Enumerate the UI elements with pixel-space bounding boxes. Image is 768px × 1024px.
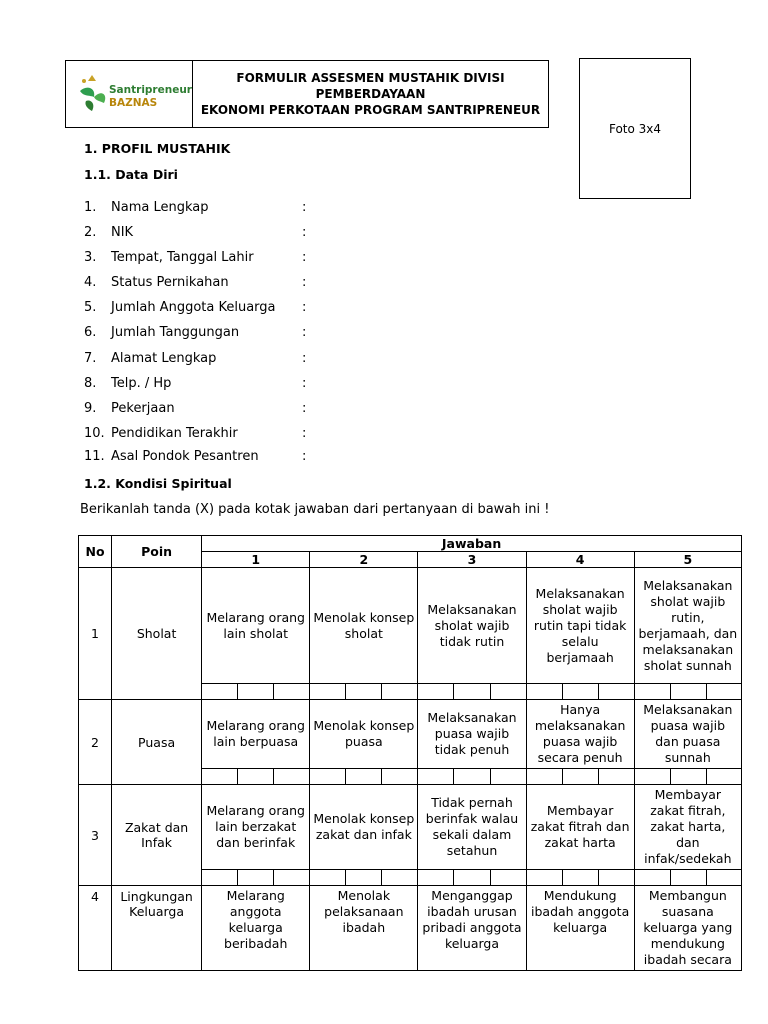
santripreneur-logo-icon bbox=[72, 71, 112, 115]
check-box[interactable] bbox=[454, 684, 490, 700]
check-box[interactable] bbox=[598, 684, 634, 700]
check-box[interactable] bbox=[346, 684, 382, 700]
check-box[interactable] bbox=[310, 684, 346, 700]
field-colon: : bbox=[302, 325, 307, 340]
logo-sub: BAZNAS bbox=[109, 97, 158, 109]
field-label: Pendidikan Terakhir bbox=[111, 426, 238, 441]
check-box[interactable] bbox=[562, 684, 598, 700]
field-colon: : bbox=[302, 351, 307, 366]
row-poin: Sholat bbox=[112, 568, 202, 700]
check-box[interactable] bbox=[202, 684, 238, 700]
field-colon: : bbox=[302, 250, 307, 265]
score-header: 3 bbox=[418, 552, 526, 568]
photo-box bbox=[579, 58, 691, 199]
row-number: 3 bbox=[79, 785, 112, 886]
check-box[interactable] bbox=[310, 870, 346, 886]
field-colon: : bbox=[302, 401, 307, 416]
check-box[interactable] bbox=[418, 769, 454, 785]
field-colon: : bbox=[302, 200, 307, 215]
check-box[interactable] bbox=[706, 684, 741, 700]
check-box[interactable] bbox=[490, 684, 526, 700]
col-header-poin: Poin bbox=[112, 536, 202, 568]
answer-option: Menolak konsep puasa bbox=[310, 700, 418, 769]
form-title-line1: FORMULIR ASSESMEN MUSTAHIK DIVISI PEMBERDAYAAN bbox=[236, 71, 505, 101]
field-colon: : bbox=[302, 275, 307, 290]
answer-option: Melarang orang lain berpuasa bbox=[202, 700, 310, 769]
answer-option: Membayar zakat fitrah dan zakat harta bbox=[526, 785, 634, 870]
field-number: 3. bbox=[84, 250, 97, 265]
field-number: 6. bbox=[84, 325, 97, 340]
field-label: NIK bbox=[111, 225, 134, 240]
field-number: 2. bbox=[84, 225, 97, 240]
row-number: 4 bbox=[79, 886, 112, 971]
check-box[interactable] bbox=[454, 769, 490, 785]
section-profil-title: 1. PROFIL MUSTAHIK bbox=[84, 141, 231, 156]
check-box[interactable] bbox=[238, 870, 274, 886]
form-header bbox=[65, 60, 549, 128]
check-box[interactable] bbox=[418, 684, 454, 700]
check-box[interactable] bbox=[526, 684, 562, 700]
field-number: 1. bbox=[84, 200, 97, 215]
check-box[interactable] bbox=[598, 870, 634, 886]
field-label: Jumlah Anggota Keluarga bbox=[111, 300, 276, 315]
check-box[interactable] bbox=[706, 769, 741, 785]
check-box[interactable] bbox=[598, 769, 634, 785]
instruction-text: Berikanlah tanda (X) pada kotak jawaban dari pertanyaan di bawah ini ! bbox=[80, 502, 550, 517]
check-box[interactable] bbox=[238, 769, 274, 785]
answer-option: Menolak konsep zakat dan infak bbox=[310, 785, 418, 870]
field-label: Nama Lengkap bbox=[111, 200, 209, 215]
check-box[interactable] bbox=[670, 684, 706, 700]
check-box[interactable] bbox=[526, 769, 562, 785]
check-box[interactable] bbox=[634, 684, 670, 700]
field-label: Asal Pondok Pesantren bbox=[111, 449, 259, 464]
answer-option: Membangun suasana keluarga yang mendukung ibadah secara bbox=[634, 886, 741, 971]
check-box[interactable] bbox=[274, 684, 310, 700]
answer-option: Hanya melaksanakan puasa wajib secara penuh bbox=[526, 700, 634, 769]
answer-option: Melaksanakan sholat wajib tidak rutin bbox=[418, 568, 526, 684]
field-colon: : bbox=[302, 300, 307, 315]
answer-option: Mendukung ibadah anggota keluarga bbox=[526, 886, 634, 971]
field-number: 4. bbox=[84, 275, 97, 290]
answer-option: Menolak konsep sholat bbox=[310, 568, 418, 684]
check-box[interactable] bbox=[202, 769, 238, 785]
row-poin: Puasa bbox=[112, 700, 202, 785]
field-label: Status Pernikahan bbox=[111, 275, 229, 290]
field-label: Pekerjaan bbox=[111, 401, 175, 416]
score-header: 1 bbox=[202, 552, 310, 568]
check-box[interactable] bbox=[670, 870, 706, 886]
answer-option: Melaksanakan sholat wajib rutin, berjamaah, dan melaksanakan sholat sunnah bbox=[634, 568, 741, 684]
field-number: 10. bbox=[84, 426, 105, 441]
score-header: 5 bbox=[634, 552, 741, 568]
table-row bbox=[79, 568, 742, 684]
field-label: Alamat Lengkap bbox=[111, 351, 217, 366]
check-box[interactable] bbox=[562, 870, 598, 886]
check-box[interactable] bbox=[202, 870, 238, 886]
row-poin: Lingkungan Keluarga bbox=[112, 886, 202, 971]
check-box[interactable] bbox=[274, 870, 310, 886]
field-number: 5. bbox=[84, 300, 97, 315]
field-colon: : bbox=[302, 449, 307, 464]
check-box[interactable] bbox=[490, 769, 526, 785]
section-kondisi-spiritual-title: 1.2. Kondisi Spiritual bbox=[84, 476, 232, 491]
check-box[interactable] bbox=[310, 769, 346, 785]
answer-option: Melarang orang lain sholat bbox=[202, 568, 310, 684]
col-header-jawaban: Jawaban bbox=[202, 536, 742, 552]
field-colon: : bbox=[302, 426, 307, 441]
score-header: 4 bbox=[526, 552, 634, 568]
check-box[interactable] bbox=[346, 769, 382, 785]
field-label: Jumlah Tanggungan bbox=[111, 325, 240, 340]
field-label: Telp. / Hp bbox=[111, 376, 172, 391]
answer-option: Menolak pelaksanaan ibadah bbox=[310, 886, 418, 971]
row-number: 1 bbox=[79, 568, 112, 700]
answer-option: Membayar zakat fitrah, zakat harta, dan infak/sedekah bbox=[634, 785, 741, 870]
check-box[interactable] bbox=[634, 870, 670, 886]
check-box[interactable] bbox=[418, 870, 454, 886]
check-box[interactable] bbox=[382, 870, 418, 886]
field-number: 7. bbox=[84, 351, 97, 366]
field-colon: : bbox=[302, 376, 307, 391]
logo-name: Santripreneur bbox=[109, 84, 192, 96]
spiritual-table-wrapper bbox=[78, 535, 742, 967]
table-row bbox=[79, 886, 742, 971]
row-number: 2 bbox=[79, 700, 112, 785]
check-box[interactable] bbox=[382, 684, 418, 700]
field-number: 11. bbox=[84, 449, 105, 464]
check-box[interactable] bbox=[706, 870, 741, 886]
answer-option: Melaksanakan sholat wajib rutin tapi tidak selalu berjamaah bbox=[526, 568, 634, 684]
field-colon: : bbox=[302, 225, 307, 240]
check-box[interactable] bbox=[670, 769, 706, 785]
table-row bbox=[79, 785, 742, 870]
answer-option: Melaksanakan puasa wajib dan puasa sunnah bbox=[634, 700, 741, 769]
field-number: 9. bbox=[84, 401, 97, 416]
spiritual-table bbox=[78, 535, 742, 971]
score-header: 2 bbox=[310, 552, 418, 568]
answer-option: Tidak pernah berinfak walau sekali dalam setahun bbox=[418, 785, 526, 870]
photo-label: Foto 3x4 bbox=[608, 121, 662, 136]
check-box[interactable] bbox=[238, 684, 274, 700]
row-poin: Zakat dan Infak bbox=[112, 785, 202, 886]
form-title-line2: EKONOMI PERKOTAAN PROGRAM SANTRIPRENEUR bbox=[200, 103, 541, 117]
form-title bbox=[193, 61, 548, 127]
section-data-diri-title: 1.1. Data Diri bbox=[84, 167, 178, 182]
check-box[interactable] bbox=[382, 769, 418, 785]
check-box[interactable] bbox=[454, 870, 490, 886]
check-box[interactable] bbox=[526, 870, 562, 886]
answer-option: Melarang orang lain berzakat dan berinfak bbox=[202, 785, 310, 870]
field-number: 8. bbox=[84, 376, 97, 391]
answer-option: Melaksanakan puasa wajib tidak penuh bbox=[418, 700, 526, 769]
check-box[interactable] bbox=[346, 870, 382, 886]
logo bbox=[66, 61, 193, 127]
table-row bbox=[79, 700, 742, 769]
field-label: Tempat, Tanggal Lahir bbox=[111, 250, 254, 265]
answer-option: Melarang anggota keluarga beribadah bbox=[202, 886, 310, 971]
check-box[interactable] bbox=[634, 769, 670, 785]
answer-option: Menganggap ibadah urusan pribadi anggota keluarga bbox=[418, 886, 526, 971]
col-header-no: No bbox=[79, 536, 112, 568]
check-box[interactable] bbox=[562, 769, 598, 785]
check-box[interactable] bbox=[490, 870, 526, 886]
check-box[interactable] bbox=[274, 769, 310, 785]
